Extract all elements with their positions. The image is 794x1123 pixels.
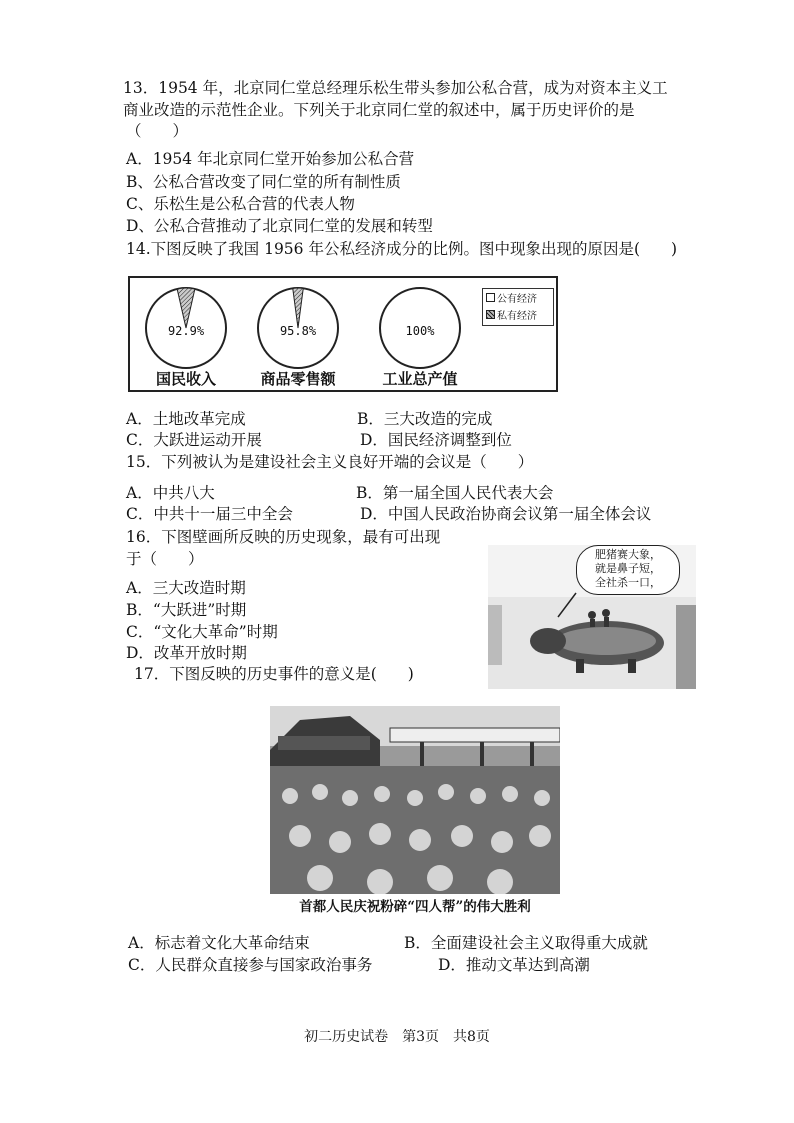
- page-footer: 初二历史试卷 第3页 共8页: [304, 1029, 490, 1045]
- q17-option-d: D．推动文革达到高潮: [438, 956, 590, 974]
- q13-option-c: C、乐松生是公私合营的代表人物: [126, 195, 355, 213]
- q13-stem-line2: 商业改造的示范性企业。下列关于北京同仁堂的叙述中，属于历史评价的是: [123, 101, 635, 119]
- q15-option-b: B．第一届全国人民代表大会: [356, 484, 554, 502]
- pie-label-retail-sales: 95.8%: [279, 324, 317, 338]
- q13-option-a: A．1954 年北京同仁堂开始参加公私合营: [126, 150, 415, 168]
- q13-option-d: D、公私合营推动了北京同仁堂的发展和转型: [126, 217, 433, 235]
- pie-label-national-income: 92.9%: [167, 324, 205, 338]
- legend-label-public: 公有经济: [497, 294, 537, 305]
- q16-option-a: A．三大改造时期: [126, 579, 246, 597]
- q14-option-a: A．土地改革完成: [126, 410, 246, 428]
- legend-swatch-public: [486, 293, 495, 302]
- q17-option-b: B．全面建设社会主义取得重大成就: [404, 934, 648, 952]
- bubble-line-1: 肥猪赛大象，: [595, 548, 661, 561]
- q15-option-c: C．中共十一届三中全会: [126, 505, 293, 523]
- pie-title-industrial-output: 工业总产值: [382, 370, 458, 388]
- legend-item-public: [483, 289, 553, 306]
- legend-swatch-private: [486, 310, 495, 319]
- q13-option-b: B、公私合营改变了同仁堂的所有制性质: [126, 173, 401, 191]
- q14-option-d: D．国民经济调整到位: [360, 431, 512, 449]
- chart-legend: [482, 288, 554, 326]
- bubble-line-3: 全社杀一口，: [595, 576, 661, 589]
- q15-stem: 15．下列被认为是建设社会主义良好开端的会议是（ ）: [126, 453, 534, 471]
- q14-option-b: B．三大改造的完成: [357, 410, 493, 428]
- giant-pig-mural: [488, 545, 696, 689]
- pie-title-retail-sales: 商品零售额: [260, 370, 336, 388]
- q17-option-c: C．人民群众直接参与国家政治事务: [128, 956, 373, 974]
- q17-option-a: A．标志着文化大革命结束: [128, 934, 310, 952]
- q15-option-d: D．中国人民政治协商会议第一届全体会议: [360, 505, 652, 523]
- q16-stem-line2: 于（ ）: [126, 550, 204, 568]
- q16-option-c: C．“文化大革命”时期: [126, 623, 278, 641]
- photo-illustration: [270, 706, 560, 894]
- pie-chart-figure: [128, 276, 558, 392]
- q14-stem: 14.下图反映了我国 1956 年公私经济成分的比例。图中现象出现的原因是( ): [126, 240, 678, 258]
- q13-stem-line1: 13．1954 年，北京同仁堂总经理乐松生带头参加公私合营，成为对资本主义工: [123, 79, 668, 97]
- bubble-line-2: 就是鼻子短，: [595, 562, 661, 575]
- pie-label-industrial-output: 100%: [405, 324, 435, 338]
- q16-stem-line1: 16．下图壁画所反映的历史现象，最有可出现: [126, 528, 441, 546]
- q16-option-d: D．改革开放时期: [126, 644, 247, 662]
- legend-item-private: [483, 306, 553, 323]
- q16-option-b: B．“大跃进”时期: [126, 601, 247, 619]
- celebration-photo: [270, 706, 560, 894]
- photo-caption: 首都人民庆祝粉碎“四人帮”的伟大胜利: [299, 899, 531, 915]
- legend-label-private: 私有经济: [497, 311, 537, 322]
- pig-illustration: [488, 545, 696, 689]
- q17-stem: 17．下图反映的历史事件的意义是( ): [134, 665, 414, 683]
- pie-title-national-income: 国民收入: [155, 370, 216, 388]
- q15-option-a: A．中共八大: [126, 484, 215, 502]
- q14-option-c: C．大跃进运动开展: [126, 431, 262, 449]
- q13-answer-blank: （ ）: [126, 122, 189, 140]
